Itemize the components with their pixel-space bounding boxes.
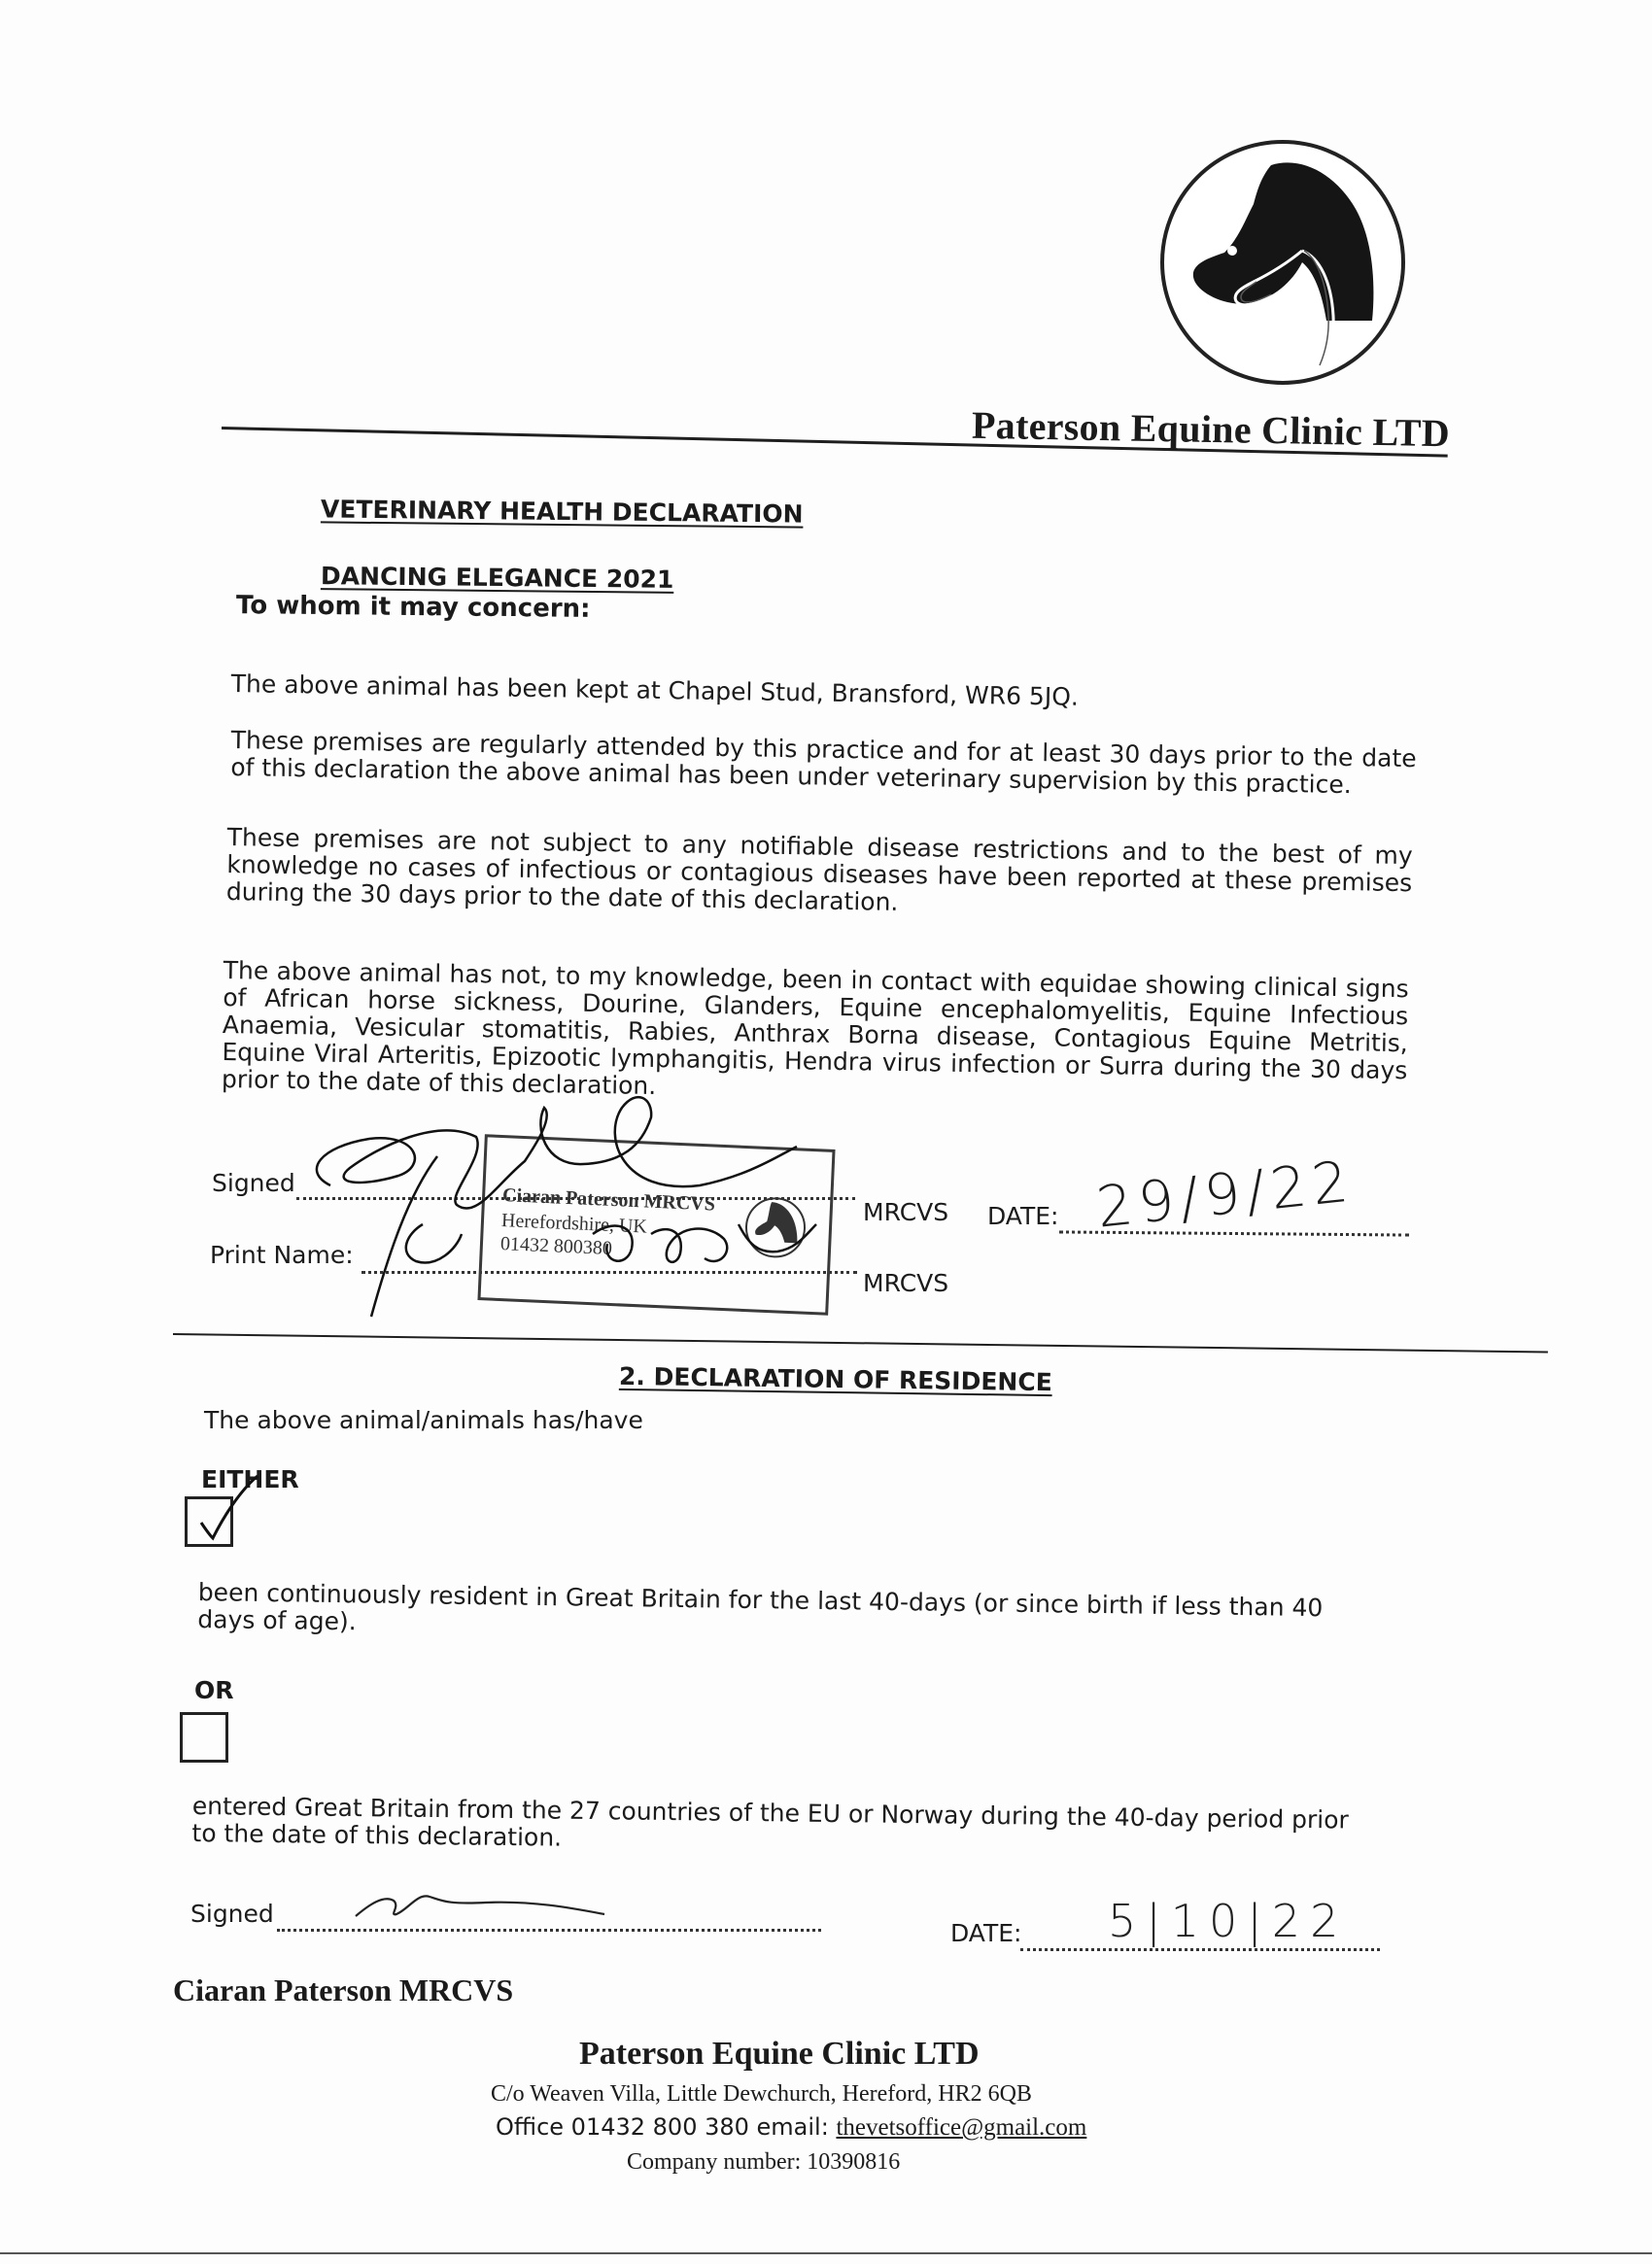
stamp-line-2: Herefordshire, UK	[500, 1210, 648, 1238]
paragraph-disease-contact: The above animal has not, to my knowledge, been in contact with equidae showing clinical signs of African horse sickness, Dourine, Glanders, Equine encephalomyelitis, Equine Infectious Anaemia, Vesicular stomatitis, Rabies, Anthrax Borna disease, Contagious Equine Metritis, Equine Viral Arteritis, Epizootic lymphangitis, Hendra virus infection or Surra during the 30 days prior to the date of this declaration.	[221, 956, 1409, 1101]
handwritten-signature	[292, 1079, 836, 1312]
section-2-title: 2. DECLARATION OF RESIDENCE	[618, 1361, 1052, 1397]
signatory-name: Ciaran Paterson MRCVS	[173, 1972, 514, 2007]
handwritten-date-2: 5|10|22	[1108, 1895, 1349, 1947]
handwritten-date: 29/9/22	[1093, 1148, 1358, 1241]
company-number: Company number: 10390816	[627, 2149, 901, 2175]
print-name-label: Print Name:	[210, 1241, 354, 1269]
page-bottom-edge	[0, 2252, 1652, 2254]
horse-head-logo-icon	[1156, 136, 1409, 389]
paragraph-supervision: These premises are regularly attended by this practice and for at least 30 days prior to the date of this declaration the above animal has been under veterinary supervision by this practice.	[230, 726, 1417, 800]
paragraph-premises: The above animal has been kept at Chapel Stud, Bransford, WR6 5JQ.	[230, 669, 1080, 711]
either-statement: been continuously resident in Great Britain for the last 40-days (or since birth if less than 40 days of age).	[197, 1578, 1324, 1636]
animal-name: DANCING ELEGANCE 2021	[320, 562, 674, 594]
stamp-line-1: Ciaran Paterson MRCVS	[501, 1184, 716, 1216]
signed-label-2: Signed	[190, 1900, 274, 1928]
date-label-2: DATE:	[950, 1919, 1022, 1947]
footer-address: C/o Weaven Villa, Little Dewchurch, Hereford, HR2 6QB	[491, 2081, 1032, 2107]
or-statement: entered Great Britain from the 27 countries of the EU or Norway during the 40-day period prior to the date of this declaration.	[191, 1792, 1349, 1852]
or-checkbox[interactable]	[180, 1712, 228, 1763]
greeting: To whom it may concern:	[235, 591, 591, 624]
either-label: EITHER	[201, 1465, 299, 1493]
page-title: VETERINARY HEALTH DECLARATION	[320, 495, 804, 529]
or-label: OR	[194, 1676, 234, 1704]
date-line-2	[1020, 1948, 1380, 1951]
checkmark-icon	[195, 1472, 263, 1546]
office-phone: Office 01432 800 380 email:	[496, 2113, 829, 2141]
section-rule	[173, 1333, 1548, 1354]
mrcvs-label-2: MRCVS	[863, 1269, 949, 1297]
mrcvs-label: MRCVS	[863, 1198, 949, 1226]
either-checkbox[interactable]	[185, 1496, 233, 1547]
signed-label: Signed	[212, 1169, 295, 1197]
email-link[interactable]: thevetsoffice@gmail.com	[836, 2114, 1087, 2141]
footer-company-name: Paterson Equine Clinic LTD	[579, 2036, 980, 2072]
stamp-line-3: 01432 800380	[499, 1233, 613, 1260]
footer-contact	[496, 2113, 1086, 2142]
residence-intro: The above animal/animals has/have	[204, 1406, 643, 1434]
date-label: DATE:	[987, 1202, 1059, 1230]
header-company-name: Paterson Equine Clinic LTD	[971, 402, 1451, 456]
handwritten-signature-2	[350, 1875, 612, 1934]
paragraph-restrictions: These premises are not subject to any notifiable disease restrictions and to the best of my knowledge no cases of infectious or contagious diseases have been reported at these premises during the 30 days prior to the date of this declaration.	[225, 823, 1413, 916]
